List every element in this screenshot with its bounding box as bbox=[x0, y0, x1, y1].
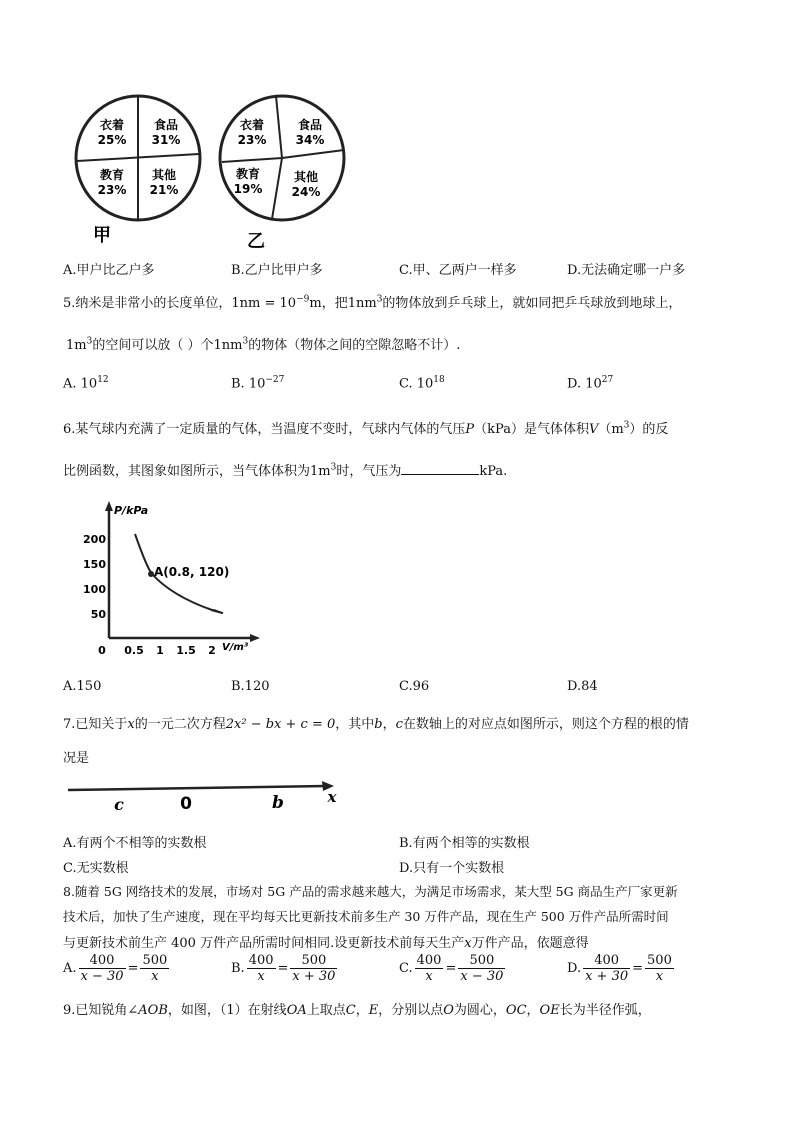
pie-jia-edu-pct: 23% bbox=[97, 183, 127, 197]
q6-option-b: B.120 bbox=[231, 679, 270, 694]
q6-stem-line2: 比例函数，其图象如图所示，当气体体积为$1m^3$时，气压为 kPa. bbox=[63, 462, 508, 479]
q6-graph-xtick-0.5: 0.5 bbox=[124, 644, 144, 657]
q7-axis-x: x bbox=[327, 788, 337, 806]
pie-yi-clothing-name: 衣着 bbox=[239, 118, 265, 132]
q8-stem-line2: 技术后，加快了生产速度，现在平均每天比更新技术前多生产 30 万件产品，现在生产 500 万件产品所需时间 bbox=[63, 909, 669, 924]
pie-chart-jia bbox=[72, 86, 207, 246]
pie-yi-label: 乙 bbox=[247, 231, 265, 251]
answer-blank bbox=[401, 462, 479, 475]
pie-yi-food-name: 食品 bbox=[297, 118, 323, 132]
pie-yi-edu-pct: 19% bbox=[233, 182, 263, 196]
pie-jia-other-name: 其他 bbox=[151, 168, 177, 182]
q6-graph-xtick-0: 0 bbox=[98, 644, 106, 657]
q8-stem-line1: 8.随着 5G 网络技术的发展，市场对 5G 产品的需求越来越大，为满足市场需求，某大型 5G 商品生产厂家更新 bbox=[63, 884, 678, 899]
q8-option-a: A. $\frac{400}{x - 30}$ = $\frac{500}{x}$ bbox=[63, 953, 168, 984]
q6-graph-xtick-1.5: 1.5 bbox=[176, 644, 196, 657]
q6-option-a: A.150 bbox=[63, 679, 102, 694]
q6-option-c: C.96 bbox=[399, 679, 430, 694]
q5-option-d: D. $10^{27}$ bbox=[567, 375, 614, 392]
q4-option-d: D.无法确定哪一户多 bbox=[567, 263, 686, 278]
q6-graph-ytick-50: 50 bbox=[90, 608, 106, 621]
q6-graph-point-label: A(0.8, 120) bbox=[154, 565, 230, 579]
q4-option-c: C.甲、乙两户一样多 bbox=[399, 263, 517, 278]
pie-jia-clothing-name: 衣着 bbox=[99, 118, 125, 132]
q7-stem-line1: 7.已知关于x的一元二次方程2x² − bx + c = 0，其中b，c在数轴上的对应点如图所示，则这个方程的根的情 bbox=[63, 717, 689, 732]
q5-option-b: B. $10^{-27}$ bbox=[231, 375, 285, 392]
q5-stem-line1: 5.纳米是非常小的长度单位，$1nm = 10^{-9}m$，把$1nm^3$的物体放到乒乓球上，就如同把乒乓球放到地球上， bbox=[63, 294, 682, 311]
q7-option-b: B.有两个相等的实数根 bbox=[399, 836, 530, 851]
q9-stem-line1: 9.已知锐角∠AOB，如图，（1）在射线OA上取点C，E，分别以点O为圆心，OC，OE长为半径作弧， bbox=[63, 1003, 651, 1018]
q7-axis-c: c bbox=[114, 795, 124, 814]
q8-stem-line3: 与更新技术前生产 400 万件产品所需时间相同.设更新技术前每天生产x万件产品，依题意得 bbox=[63, 936, 589, 951]
pie-jia-clothing-pct: 25% bbox=[97, 133, 127, 147]
q8-option-c: C. $\frac{400}{x}$ = $\frac{500}{x - 30}$ bbox=[399, 953, 504, 984]
q4-option-a: A.甲户比乙户多 bbox=[63, 263, 155, 278]
q6-graph-xtick-1: 1 bbox=[156, 644, 164, 657]
q6-graph-ylabel: P/kPa bbox=[114, 504, 149, 517]
q7-option-c: C.无实数根 bbox=[63, 861, 129, 876]
pie-jia-label: 甲 bbox=[93, 225, 111, 246]
pie-jia-other-pct: 21% bbox=[149, 183, 179, 197]
q6-graph bbox=[72, 498, 272, 660]
q6-graph-ytick-200: 200 bbox=[83, 533, 106, 546]
pie-yi-clothing-pct: 23% bbox=[237, 133, 267, 147]
pie-yi-edu-name: 教育 bbox=[235, 167, 261, 181]
pie-chart-yi bbox=[216, 86, 351, 251]
q7-option-a: A.有两个不相等的实数根 bbox=[63, 836, 207, 851]
q4-option-b: B.乙户比甲户多 bbox=[231, 263, 323, 278]
q7-axis-o: 0 bbox=[180, 794, 192, 814]
q7-option-d: D.只有一个实数根 bbox=[399, 861, 505, 876]
q8-option-b: B. $\frac{400}{x}$ = $\frac{500}{x + 30}$ bbox=[231, 953, 336, 984]
pie-yi-other-name: 其他 bbox=[293, 170, 319, 184]
q5-option-c: C. $10^{18}$ bbox=[399, 375, 445, 392]
pie-jia-edu-name: 教育 bbox=[99, 168, 125, 182]
q5-stem-line2: $1m^3$的空间可以放（ ）个$1nm^3$的物体（物体之间的空隙忽略不计）. bbox=[66, 336, 461, 353]
q6-graph-ytick-100: 100 bbox=[83, 583, 106, 596]
pie-yi-food-pct: 34% bbox=[295, 133, 325, 147]
q6-graph-xlabel: V/m³ bbox=[222, 642, 249, 653]
q6-option-d: D.84 bbox=[567, 679, 598, 694]
pie-jia-food-pct: 31% bbox=[151, 133, 181, 147]
q6-graph-xtick-2: 2 bbox=[208, 644, 216, 657]
q7-stem-line2: 况是 bbox=[63, 751, 90, 766]
q5-option-a: A. $10^{12}$ bbox=[63, 375, 109, 392]
q6-graph-ytick-150: 150 bbox=[83, 558, 106, 571]
q6-stem-line1: 6.某气球内充满了一定质量的气体，当温度不变时，气球内气体的气压P（kPa）是气体体积$V(m^3)$的反 bbox=[63, 420, 669, 437]
q7-axis-b: b bbox=[272, 793, 284, 813]
pie-jia-food-name: 食品 bbox=[153, 118, 179, 132]
q8-option-d: D. $\frac{400}{x + 30}$ = $\frac{500}{x}$ bbox=[567, 953, 672, 984]
q7-number-line bbox=[64, 772, 354, 814]
pie-yi-other-pct: 24% bbox=[291, 185, 321, 199]
